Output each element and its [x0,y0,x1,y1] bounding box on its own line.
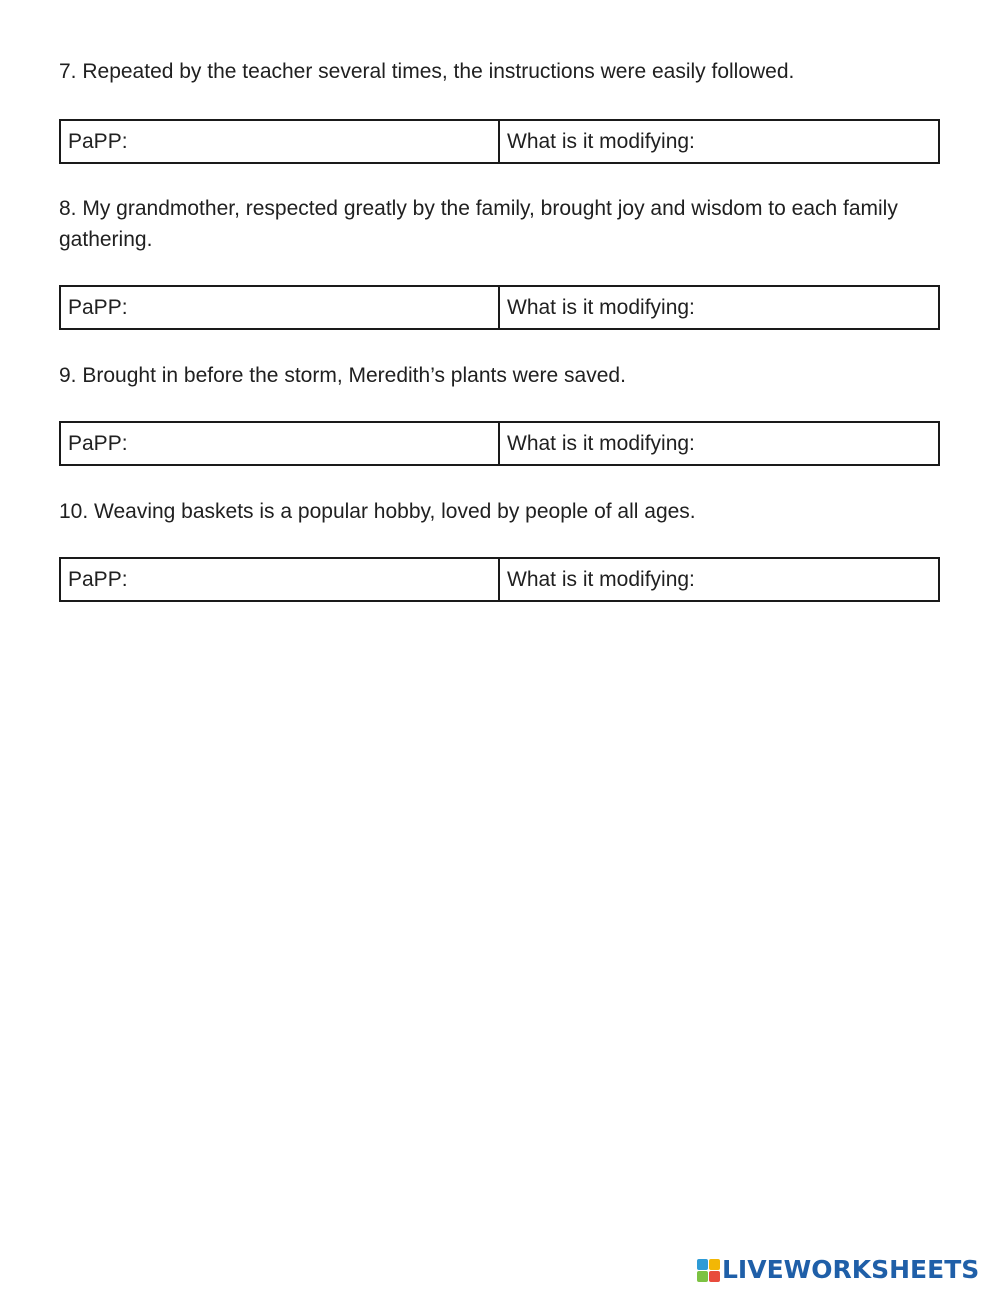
modifying-answer-field[interactable] [500,287,938,328]
papp-answer-field[interactable] [61,423,500,464]
modifying-label: What is it modifying: [507,295,695,319]
modifying-answer-field[interactable] [500,423,938,464]
papp-label: PaPP: [68,431,128,455]
modifying-answer-field[interactable] [500,121,938,162]
modifying-answer-field[interactable] [500,559,938,600]
answer-table-9 [59,421,940,466]
logo-square-red [709,1271,720,1282]
papp-answer-field[interactable] [61,287,500,328]
question-8-text: 8. My grandmother, respected greatly by the family, brought joy and wisdom to each family gathering. [59,197,898,251]
modifying-label: What is it modifying: [507,567,695,591]
logo-square-blue [697,1259,708,1270]
papp-label: PaPP: [68,567,128,591]
papp-label: PaPP: [68,295,128,319]
logo-square-yellow [709,1259,720,1270]
liveworksheets-brand [697,1256,979,1284]
answer-table-7 [59,119,940,164]
question-9-text: 9. Brought in before the storm, Meredith’s plants were saved. [59,364,626,387]
answer-table-8 [59,285,940,330]
question-10-text: 10. Weaving baskets is a popular hobby, loved by people of all ages. [59,500,696,523]
answer-table-10 [59,557,940,602]
question-7-text: 7. Repeated by the teacher several times, the instructions were easily followed. [59,60,795,83]
papp-answer-field[interactable] [61,559,500,600]
liveworksheets-logo-icon [697,1259,720,1282]
modifying-label: What is it modifying: [507,129,695,153]
papp-label: PaPP: [68,129,128,153]
modifying-label: What is it modifying: [507,431,695,455]
logo-square-green [697,1271,708,1282]
papp-answer-field[interactable] [61,121,500,162]
brand-name: LIVEWORKSHEETS [722,1255,980,1284]
